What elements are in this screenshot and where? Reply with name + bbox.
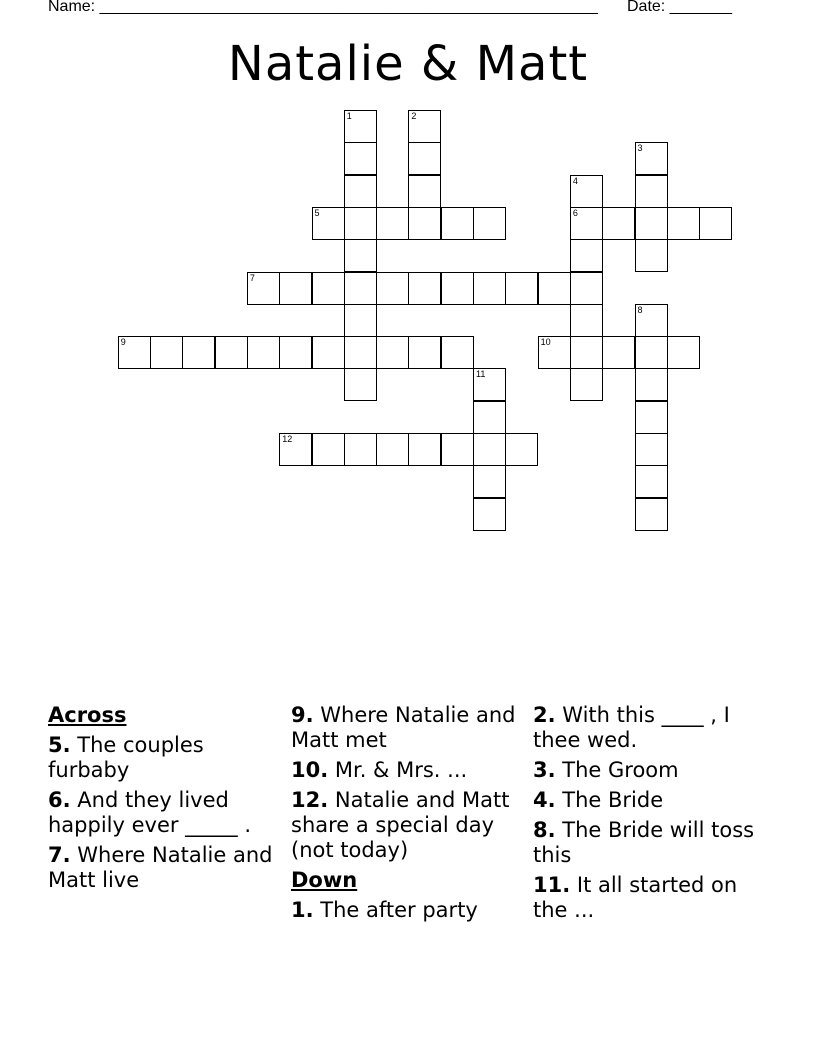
clue-text: With this ____ , I thee wed. <box>533 703 730 752</box>
grid-cell[interactable] <box>635 465 668 498</box>
grid-cell[interactable] <box>441 272 474 305</box>
grid-cell[interactable] <box>473 207 506 240</box>
grid-cell[interactable] <box>441 207 474 240</box>
clue-across-9 <box>291 703 531 753</box>
grid-cell[interactable] <box>570 272 603 305</box>
grid-cell[interactable] <box>473 401 506 434</box>
grid-cell[interactable] <box>635 498 668 531</box>
grid-cell[interactable] <box>215 336 248 369</box>
grid-cell[interactable] <box>570 336 603 369</box>
cell-number: 10 <box>540 337 551 348</box>
cell-number: 9 <box>120 337 126 348</box>
clue-down-3 <box>533 758 773 783</box>
grid-cell[interactable] <box>473 465 506 498</box>
clue-number: 5. <box>48 733 71 757</box>
grid-cell[interactable] <box>473 433 506 466</box>
grid-cell[interactable] <box>635 175 668 208</box>
grid-cell-numbered[interactable] <box>344 110 377 143</box>
grid-cell[interactable] <box>247 336 280 369</box>
grid-cell-numbered[interactable] <box>247 272 280 305</box>
grid-cell-numbered[interactable] <box>570 175 603 208</box>
clue-number: 7. <box>48 843 71 867</box>
grid-cell[interactable] <box>344 272 377 305</box>
date-field-label: Date: _______ <box>627 0 732 15</box>
clue-number: 6. <box>48 788 71 812</box>
grid-cell[interactable] <box>602 336 635 369</box>
grid-cell-numbered[interactable] <box>279 433 312 466</box>
clue-column-1 <box>48 703 288 898</box>
grid-cell[interactable] <box>376 433 409 466</box>
grid-cell[interactable] <box>441 433 474 466</box>
clue-column-3 <box>533 703 773 928</box>
clue-down-8 <box>533 818 773 868</box>
grid-cell[interactable] <box>344 433 377 466</box>
grid-cell[interactable] <box>505 433 538 466</box>
grid-cell[interactable] <box>150 336 183 369</box>
grid-cell[interactable] <box>182 336 215 369</box>
clue-number: 9. <box>291 703 314 727</box>
clue-down-1 <box>291 898 531 923</box>
clue-text: Natalie and Matt share a special day (not today) <box>291 788 510 862</box>
grid-cell[interactable] <box>408 175 441 208</box>
clue-text: The Bride <box>555 788 664 812</box>
grid-cell[interactable] <box>473 498 506 531</box>
grid-cell-numbered[interactable] <box>635 142 668 175</box>
clue-number: 10. <box>291 758 329 782</box>
grid-cell[interactable] <box>602 207 635 240</box>
grid-cell[interactable] <box>312 272 345 305</box>
clue-across-10 <box>291 758 531 783</box>
grid-cell-numbered[interactable] <box>118 336 151 369</box>
grid-cell[interactable] <box>635 336 668 369</box>
puzzle-title: Natalie & Matt <box>227 36 589 92</box>
grid-cell[interactable] <box>408 272 441 305</box>
clue-across-6 <box>48 788 288 838</box>
grid-cell[interactable] <box>408 336 441 369</box>
grid-cell[interactable] <box>408 433 441 466</box>
clue-number: 2. <box>533 703 556 727</box>
cell-number: 8 <box>637 304 643 315</box>
grid-cell[interactable] <box>344 175 377 208</box>
grid-cell[interactable] <box>505 272 538 305</box>
grid-cell[interactable] <box>570 368 603 401</box>
cell-number: 1 <box>346 111 352 121</box>
grid-cell-numbered[interactable] <box>473 368 506 401</box>
grid-cell[interactable] <box>699 207 732 240</box>
grid-cell[interactable] <box>570 239 603 272</box>
grid-cell[interactable] <box>312 433 345 466</box>
cell-number: 4 <box>572 175 578 186</box>
clue-text: Where Natalie and Matt met <box>291 703 516 752</box>
grid-cell[interactable] <box>344 304 377 337</box>
clue-column-2 <box>291 703 531 928</box>
grid-cell[interactable] <box>408 207 441 240</box>
clue-text: And they lived happily ever _____ . <box>48 788 252 837</box>
clue-text: The after party <box>313 898 478 922</box>
cell-number: 7 <box>249 272 255 283</box>
cell-number: 2 <box>411 111 417 121</box>
grid-cell[interactable] <box>408 142 441 175</box>
grid-cell[interactable] <box>635 207 668 240</box>
grid-cell[interactable] <box>344 207 377 240</box>
grid-cell[interactable] <box>635 239 668 272</box>
clue-across-7 <box>48 843 288 893</box>
grid-cell[interactable] <box>344 142 377 175</box>
grid-cell[interactable] <box>344 336 377 369</box>
grid-cell[interactable] <box>344 239 377 272</box>
grid-cell-numbered[interactable] <box>408 110 441 143</box>
grid-cell[interactable] <box>635 401 668 434</box>
grid-cell[interactable] <box>344 368 377 401</box>
clue-down-2 <box>533 703 773 753</box>
cell-number: 5 <box>314 207 320 218</box>
grid-cell[interactable] <box>635 433 668 466</box>
cell-number: 6 <box>572 207 578 218</box>
clue-text: Mr. & Mrs. ... <box>328 758 468 782</box>
grid-cell[interactable] <box>667 336 700 369</box>
grid-cell[interactable] <box>473 272 506 305</box>
clue-text: The Groom <box>555 758 679 782</box>
grid-cell[interactable] <box>279 336 312 369</box>
grid-cell[interactable] <box>376 336 409 369</box>
clue-number: 4. <box>533 788 556 812</box>
across-heading: Across <box>48 703 127 727</box>
cell-number: 3 <box>637 143 643 154</box>
clue-text: The Bride will toss this <box>533 818 755 867</box>
clue-down-11 <box>533 873 773 923</box>
clue-text: The couples furbaby <box>48 733 204 782</box>
clue-number: 8. <box>533 818 556 842</box>
grid-cell[interactable] <box>667 207 700 240</box>
clue-number: 12. <box>291 788 329 812</box>
grid-cell[interactable] <box>441 336 474 369</box>
clue-number: 3. <box>533 758 556 782</box>
grid-cell-numbered[interactable] <box>538 336 571 369</box>
clue-across-5 <box>48 733 288 783</box>
clue-text: Where Natalie and Matt live <box>48 843 273 892</box>
grid-cell[interactable] <box>538 272 571 305</box>
grid-cell-numbered[interactable] <box>635 304 668 337</box>
name-field-label: Name: ________________________________________________________ <box>48 0 598 15</box>
grid-cell[interactable] <box>312 336 345 369</box>
grid-cell[interactable] <box>376 272 409 305</box>
grid-cell[interactable] <box>376 207 409 240</box>
cell-number: 12 <box>282 434 293 444</box>
cell-number: 11 <box>476 369 486 380</box>
down-heading: Down <box>291 868 358 892</box>
clue-number: 1. <box>291 898 314 922</box>
grid-cell[interactable] <box>635 368 668 401</box>
grid-cell[interactable] <box>570 304 603 337</box>
grid-cell[interactable] <box>279 272 312 305</box>
clue-text: It all started on the ... <box>533 873 738 922</box>
clue-down-4 <box>533 788 773 813</box>
grid-cell-numbered[interactable] <box>570 207 603 240</box>
clue-across-12 <box>291 788 531 863</box>
clue-number: 11. <box>533 873 571 897</box>
grid-cell-numbered[interactable] <box>312 207 345 240</box>
